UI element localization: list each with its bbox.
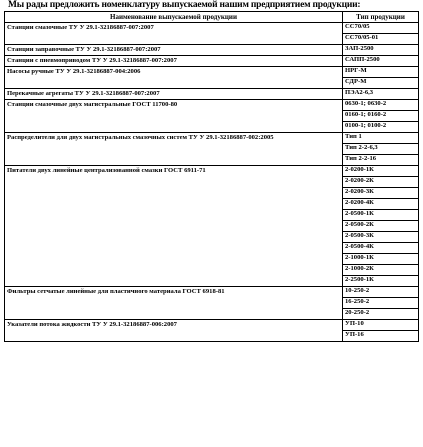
product-type-cell: ПЭА2-6,3 xyxy=(343,89,419,100)
product-name-cell: Станции смазочные ТУ У 29.1-32186887-007:2007 xyxy=(5,23,343,45)
product-type-cell: ЗАП-2500 xyxy=(343,45,419,56)
header-product-name: Наименование выпускаемой продукции xyxy=(5,12,343,23)
product-name-cell: Станции заправочные ТУ У 29.1-32186887-007:2007 xyxy=(5,45,343,56)
product-type-cell: 10-250-2 xyxy=(343,287,419,298)
product-type-cell: 0630-1; 0630-2 xyxy=(343,100,419,111)
page-heading: Мы рады предложить номенклатуру выпускаемой нашим предприятием продукции: xyxy=(8,0,361,10)
product-name-cell: Перекачные агрегаты ТУ У 29.1-32186887-007:2007 xyxy=(5,89,343,100)
product-type-cell: САПП-2500 xyxy=(343,56,419,67)
product-type-cell: 2-0200-3К xyxy=(343,188,419,199)
product-type-cell: 0100-1; 0100-2 xyxy=(343,122,419,133)
product-type-cell: 0160-1; 0160-2 xyxy=(343,111,419,122)
product-type-cell: 2-0500-3К xyxy=(343,232,419,243)
product-name-cell: Станции смазочные двух магистральные ГОСТ 11700-80 xyxy=(5,100,343,133)
product-type-cell: Тип 2-2-6,3 xyxy=(343,144,419,155)
product-type-cell: СС70/05-01 xyxy=(343,34,419,45)
table-row xyxy=(5,166,419,177)
product-name-cell: Питатели двух линейные централизованной смазки ГОСТ 6911-71 xyxy=(5,166,343,287)
product-type-cell: СДР-М xyxy=(343,78,419,89)
products-table xyxy=(4,11,419,342)
header-product-type: Тип продукции xyxy=(343,12,419,23)
product-type-cell: 2-0500-1К xyxy=(343,210,419,221)
product-name-cell: Станции с пневмоприводом ТУ У 29.1-32186887-007:2007 xyxy=(5,56,343,67)
product-type-cell: 16-250-2 xyxy=(343,298,419,309)
product-type-cell: 2-1000-1К xyxy=(343,254,419,265)
product-name-cell: Распределители для двух магистральных смазочных систем ТУ У 29.1-32186887-002:2005 xyxy=(5,133,343,166)
product-type-cell: 2-0200-2К xyxy=(343,177,419,188)
product-type-cell: УП-16 xyxy=(343,331,419,342)
product-type-cell: 2-0200-1К xyxy=(343,166,419,177)
product-type-cell: НРГ-М xyxy=(343,67,419,78)
table-row xyxy=(5,320,419,331)
table-header-row xyxy=(5,12,419,23)
table-row xyxy=(5,56,419,67)
product-name-cell: Фильтры сетчатые линейные для пластичного материала ГОСТ 6918-81 xyxy=(5,287,343,320)
table-row xyxy=(5,23,419,34)
product-name-cell: Указатели потока жидкости ТУ У 29.1-32186887-006:2007 xyxy=(5,320,343,342)
product-type-cell: 2-1000-2К xyxy=(343,265,419,276)
product-type-cell: 2-2500-1К xyxy=(343,276,419,287)
product-type-cell: Тип 1 xyxy=(343,133,419,144)
table-body xyxy=(5,23,419,342)
table-row xyxy=(5,45,419,56)
product-type-cell: 2-0200-4К xyxy=(343,199,419,210)
product-type-cell: 20-250-2 xyxy=(343,309,419,320)
product-type-cell: УП-10 xyxy=(343,320,419,331)
product-type-cell: 2-0500-4К xyxy=(343,243,419,254)
table-row xyxy=(5,133,419,144)
product-type-cell: СС70/05 xyxy=(343,23,419,34)
product-type-cell: Тип 2-2-16 xyxy=(343,155,419,166)
product-type-cell: 2-0500-2К xyxy=(343,221,419,232)
table-row xyxy=(5,100,419,111)
table-row xyxy=(5,89,419,100)
product-name-cell: Насосы ручные ТУ У 29.1-32186887-004:2006 xyxy=(5,67,343,89)
table-row xyxy=(5,287,419,298)
table-row xyxy=(5,67,419,78)
